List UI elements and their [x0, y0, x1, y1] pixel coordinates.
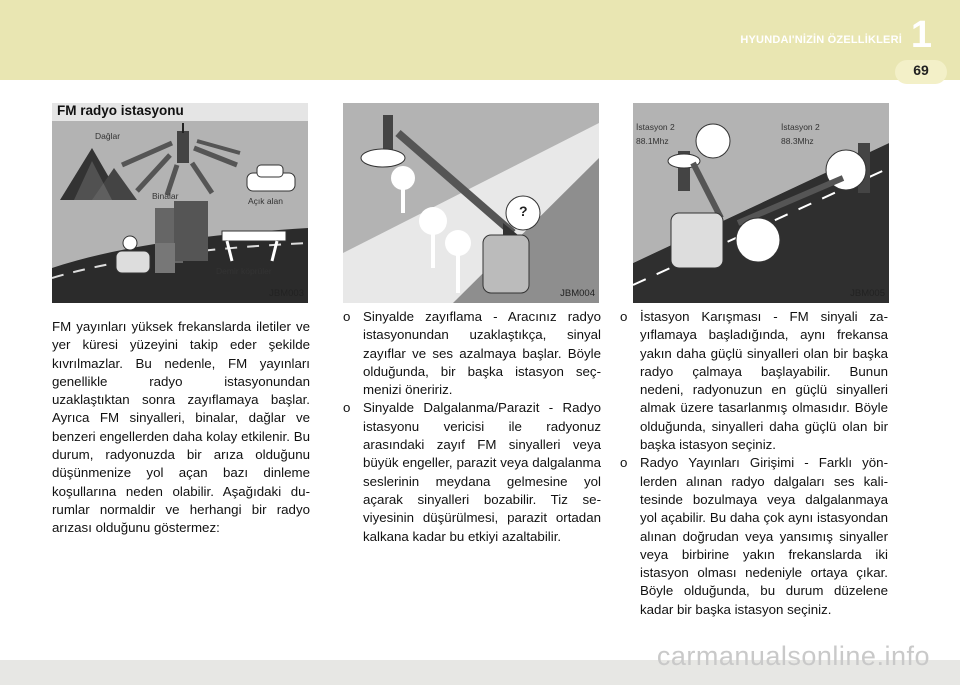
- chapter-number: 1: [910, 14, 932, 56]
- bullet: o: [620, 455, 628, 471]
- intro-paragraph: FM yayınları yüksek frekanslarda iletiler ve yer küresi yüzeyini takip eder şekilde kıvrılmazlar. Bu nedenle, FM yayınları genellikle radyo istasyonundan uzaklaştıktan sonra zayıflamaya başlar. Ayrıca FM sinyalleri, binalar, dağlar ve benzeri engellerden daha kolay etkilenir. Bu durum, radyonuzda bir arıza olduğunu düşünmenize yol açan bazı dinleme koşullarına neden olabilir. Aşağıdaki durumlar normaldir ve herhangi bir radyo arızası olduğunu göstermez:: [52, 319, 310, 536]
- list-item: [343, 399, 601, 545]
- list-item-text: Sinyalde zayıflama - Aracınız radyo istasyonundan uzaklaştıkça, sinyal zayıflar ve ses azalmaya başlar. Böyle olduğunda, bir başka istasyon seçmenizi öneririz.: [363, 309, 601, 398]
- station1-freq: 88.1Mhz: [636, 136, 669, 146]
- section-title: HYUNDAI'NİZİN ÖZELLİKLERİ: [740, 34, 902, 46]
- bullet: o: [620, 309, 628, 324]
- list-item: [620, 454, 888, 619]
- bullet: o: [343, 400, 351, 416]
- list-item-text: Sinyalde Dalgalanma/Parazit - Radyo istasyonu vericisi ile radyonuz arasındaki zayıf FM sinyalleri veya büyük engeller, parazit veya dalgalanma seslerinin meydana gelmesine yol açarak sinyalleri bozabilir. Tiz seviyesinin düşürülmesi, parazit ortadan kalkana kadar bu etkiyi azaltabilir.: [363, 400, 601, 544]
- column-2: [343, 308, 601, 546]
- station1-name: İstasyon 2: [636, 122, 675, 132]
- figure-signal-fading: [343, 103, 599, 303]
- figure-station-interference: [633, 103, 889, 303]
- list-item-text: Radyo Yayınları Girişimi - Farklı yönlerden alınan radyo dalgaları ses kalitesinde bozulmaya veya dalgalanmaya yol açabilir. Bu daha çok aynı istasyondan alınan doğrudan veya yansımış sinyaller veya birbirine yakın frekanslarda iki istasyon olması nedeniyle ortaya çıkar. Böyle olduğunda, bu durum düzelene kadar bir başka istasyon seçiniz.: [640, 455, 888, 617]
- label-open-area: Açık alan: [248, 196, 283, 206]
- intro-column: [52, 318, 310, 538]
- list-item: [343, 308, 601, 399]
- page-number: 69: [913, 62, 929, 78]
- label-bridges: Demir köprüler: [216, 266, 272, 276]
- bullet: o: [343, 309, 351, 324]
- list-item-text: İstasyon Karışması - FM sinyali zayıflamaya başladığında, aynı frekansa yakın daha güçlü sinyalleri olan bir başka radyo çalmaya başlayabilir. Bunun nedeni, radyonuzun en güçlü sinyalleri almak üzere tasarlanmış olmasıdır. Böyle olduğunda, sinyalleri daha güçlü olan bir başka istasyon seçiniz.: [640, 309, 888, 453]
- label-mountains: Dağlar: [95, 131, 121, 141]
- figure-code: JBM005: [850, 288, 885, 299]
- column-3: [620, 308, 888, 619]
- station2-name: İstasyon 2: [781, 122, 820, 132]
- list-item: [620, 308, 888, 454]
- page-header: [0, 0, 960, 80]
- watermark: carmanualsonline.info: [656, 641, 930, 671]
- signal-fading-illustration: [343, 103, 599, 303]
- figure-code: JBM004: [560, 288, 595, 299]
- question-mark: ?: [519, 203, 528, 219]
- label-buildings: Binalar: [152, 191, 179, 201]
- figure-code: JBM003: [269, 288, 304, 299]
- figure-fm-station: [52, 103, 308, 303]
- station-interference-illustration: [633, 103, 889, 303]
- station2-freq: 88.3Mhz: [781, 136, 814, 146]
- figure-title: FM radyo istasyonu: [57, 103, 184, 118]
